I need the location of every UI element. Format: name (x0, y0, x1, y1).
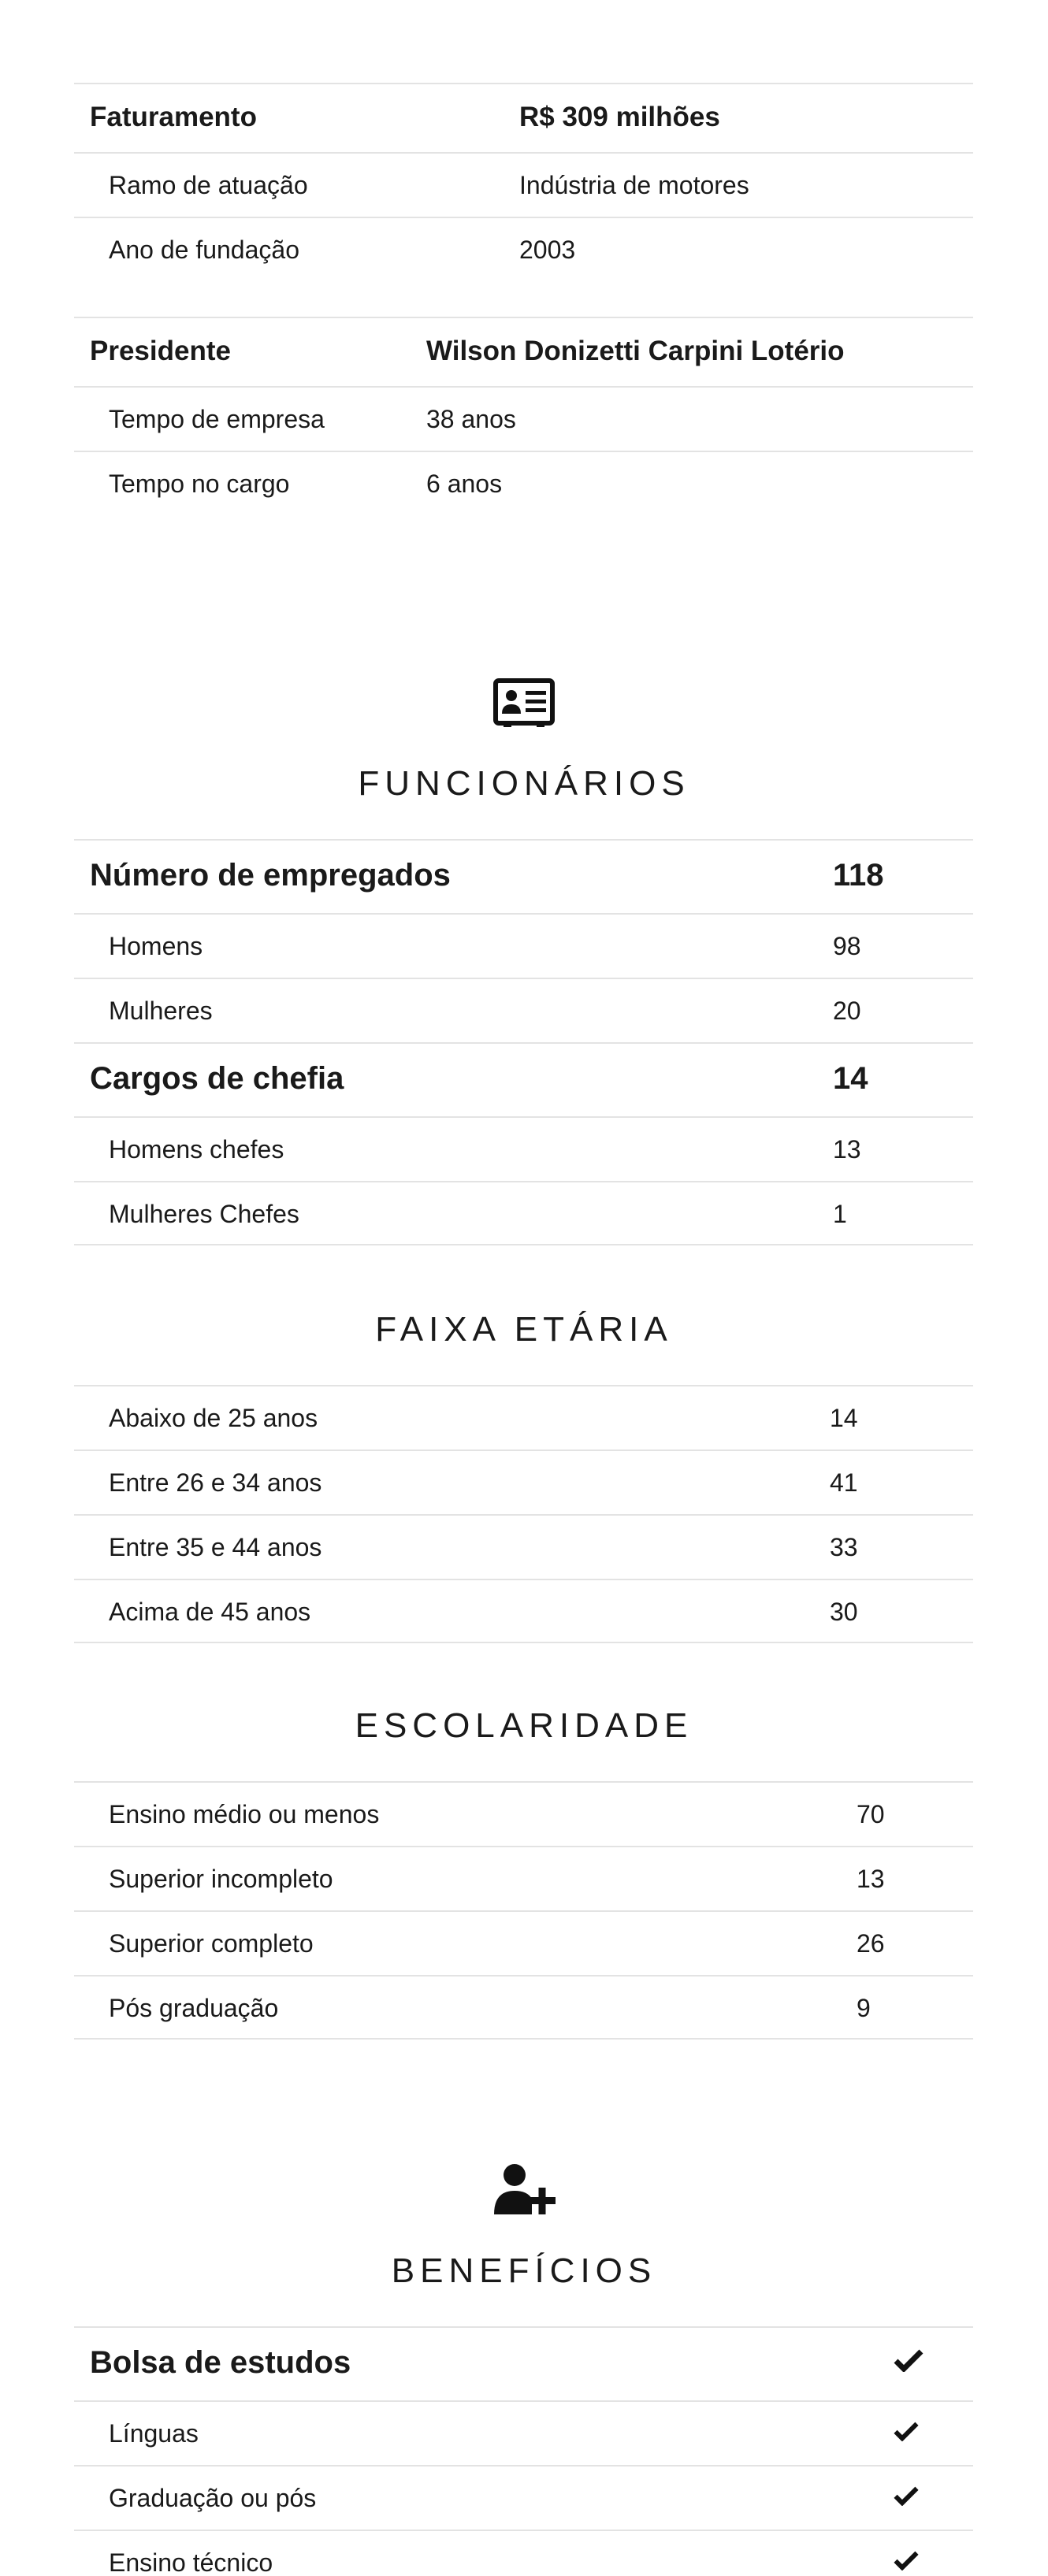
industry-value: Indústria de motores (519, 171, 749, 199)
table-row (74, 1781, 973, 1846)
checkmark-icon (894, 2348, 924, 2372)
benefit-label: Línguas (109, 2419, 199, 2448)
benefit-label: Graduação ou pós (109, 2484, 317, 2512)
president-row (74, 317, 973, 386)
employees-women-label: Mulheres (109, 997, 213, 1025)
tenure-company-value: 38 anos (426, 405, 516, 433)
employees-total-value: 118 (833, 858, 884, 893)
table-row (74, 1449, 973, 1514)
management-row (74, 1042, 973, 1116)
age-range-value: 41 (830, 1468, 858, 1497)
benefit-row (74, 2465, 973, 2530)
benefits-table (74, 2326, 973, 2576)
table-row (74, 1846, 973, 1910)
management-value: 14 (833, 1061, 868, 1096)
founded-row (74, 217, 973, 281)
education-label: Superior completo (109, 1929, 314, 1958)
tenure-role-value: 6 anos (426, 470, 503, 498)
management-label: Cargos de chefia (90, 1061, 344, 1096)
men-managers-row (74, 1116, 973, 1181)
president-value: Wilson Donizetti Carpini Lotério (426, 336, 845, 366)
tenure-company-label: Tempo de empresa (109, 405, 325, 433)
table-row (74, 1385, 973, 1449)
education-label: Superior incompleto (109, 1865, 333, 1893)
table-row (74, 1579, 973, 1643)
employees-total-label: Número de empregados (90, 858, 451, 893)
education-value: 13 (857, 1865, 885, 1893)
men-managers-label: Homens chefes (109, 1135, 284, 1164)
tenure-role-row (74, 451, 973, 515)
women-managers-value: 1 (833, 1200, 847, 1228)
women-managers-row (74, 1181, 973, 1245)
industry-label: Ramo de atuação (109, 171, 308, 199)
men-managers-value: 13 (833, 1135, 861, 1164)
founded-value: 2003 (519, 236, 576, 264)
education-table (74, 1781, 973, 2040)
tenure-company-row (74, 386, 973, 451)
education-label: Pós graduação (109, 1994, 279, 2022)
employees-women-value: 20 (833, 997, 861, 1025)
age-range-label: Entre 26 e 34 anos (109, 1468, 322, 1497)
employees-section-title: FUNCIONÁRIOS (358, 764, 690, 803)
employees-men-row (74, 913, 973, 978)
president-table (74, 317, 973, 515)
revenue-label: Faturamento (90, 102, 257, 132)
employees-total-row (74, 839, 973, 913)
tenure-role-label: Tempo no cargo (109, 470, 290, 498)
table-row (74, 1514, 973, 1579)
age-range-table (74, 1385, 973, 1643)
scholarship-row (74, 2326, 973, 2400)
revenue-row (74, 83, 973, 152)
education-value: 70 (857, 1800, 885, 1828)
id-card-icon (492, 676, 556, 731)
company-info-table (74, 83, 973, 281)
employees-women-row (74, 978, 973, 1042)
scholarship-label: Bolsa de estudos (90, 2345, 351, 2380)
age-range-label: Acima de 45 anos (109, 1598, 311, 1626)
employees-table (74, 839, 973, 1245)
education-section-title: ESCOLARIDADE (355, 1706, 693, 1745)
benefit-label: Ensino técnico (109, 2548, 273, 2576)
age-range-label: Abaixo de 25 anos (109, 1404, 318, 1432)
employees-men-label: Homens (109, 932, 203, 960)
benefit-row (74, 2530, 973, 2576)
age-range-value: 33 (830, 1533, 858, 1561)
checkmark-icon (894, 2485, 919, 2506)
women-managers-label: Mulheres Chefes (109, 1200, 299, 1228)
president-label: Presidente (90, 336, 231, 366)
education-value: 26 (857, 1929, 885, 1958)
table-row (74, 1910, 973, 1975)
user-plus-icon (492, 2162, 556, 2218)
checkmark-icon (894, 2550, 919, 2570)
education-value: 9 (857, 1994, 871, 2022)
age-range-label: Entre 35 e 44 anos (109, 1533, 322, 1561)
founded-label: Ano de fundação (109, 236, 299, 264)
age-range-value: 14 (830, 1404, 858, 1432)
age-range-section-title: FAIXA ETÁRIA (375, 1310, 673, 1349)
benefits-section-title: BENEFÍCIOS (391, 2251, 657, 2290)
revenue-value: R$ 309 milhões (519, 102, 720, 132)
table-row (74, 1975, 973, 2040)
industry-row (74, 152, 973, 217)
age-range-value: 30 (830, 1598, 858, 1626)
checkmark-icon (894, 2421, 919, 2441)
employees-men-value: 98 (833, 932, 861, 960)
benefit-row (74, 2400, 973, 2465)
education-label: Ensino médio ou menos (109, 1800, 380, 1828)
